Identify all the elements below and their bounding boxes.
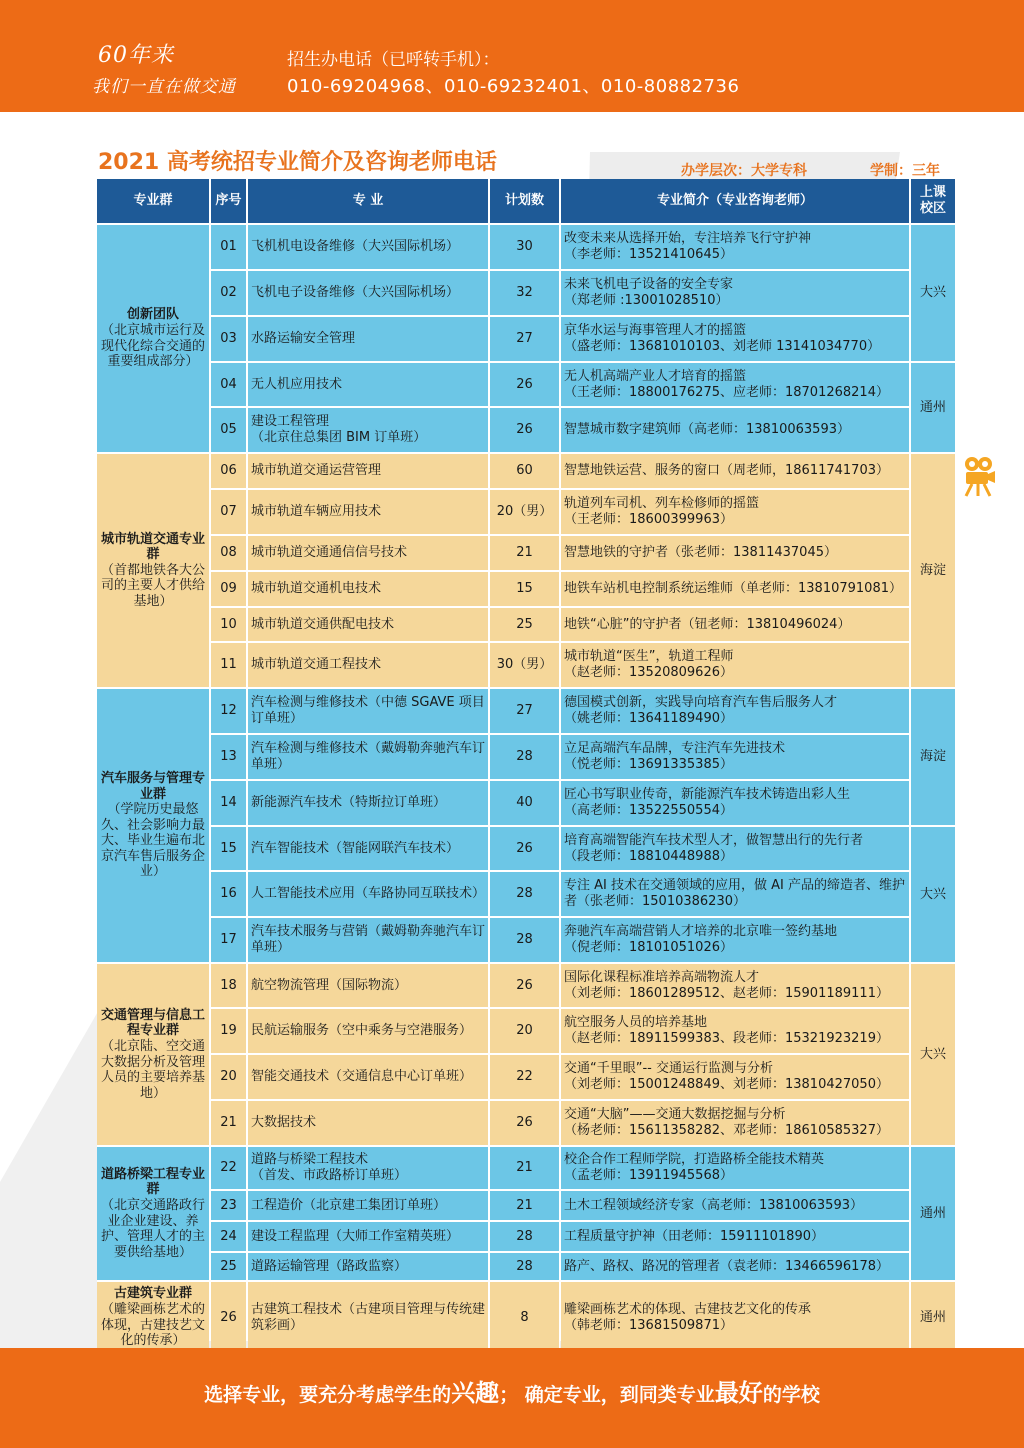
plan-count: 26 [490, 827, 559, 870]
plan-count: 21 [490, 1191, 559, 1220]
major-name: 城市轨道车辆应用技术 [248, 490, 488, 534]
phone-label: 招生办电话（已呼转手机）： [287, 50, 500, 70]
plan-count: 30（男） [490, 643, 559, 687]
row-number: 13 [211, 735, 246, 779]
major-name: 人工智能技术应用（车路协同互联技术） [248, 872, 488, 916]
major-name: 建设工程管理 （北京住总集团 BIM 订单班） [248, 408, 488, 452]
campus-cell: 大兴 [911, 964, 955, 1145]
group-cell [97, 454, 209, 687]
major-intro: 改变未来从选择开始，专注培养飞行守护神 （李老师：13521410645） [561, 225, 909, 269]
row-number: 21 [211, 1101, 246, 1145]
major-name: 道路与桥梁工程技术 （首发、市政路桥订单班） [248, 1147, 488, 1189]
major-name: 城市轨道交通工程技术 [248, 643, 488, 687]
group-desc: （雕梁画栋艺术的体现，古建技艺文化的传承） [101, 1301, 206, 1349]
group-desc: （北京交通路政行业企业建设、养护、管理人才的主要供给基地） [101, 1197, 206, 1260]
group-desc: （学院历史最悠久、社会影响力最大、毕业生遍布北京汽车售后服务企业） [101, 802, 206, 880]
major-name: 城市轨道交通供配电技术 [248, 608, 488, 641]
campus-cell: 大兴 [911, 827, 955, 962]
majors-table [97, 179, 949, 1349]
row-number: 08 [211, 536, 246, 570]
major-intro: 智慧城市数字建筑师（高老师：13810063593） [561, 408, 909, 452]
slogan-part: 的学校 [762, 1384, 820, 1406]
major-intro: 航空服务人员的培养基地 （赵老师：18911599383、段老师：15321923219） [561, 1009, 909, 1053]
group-cell [97, 225, 209, 452]
campus-cell: 通州 [911, 1282, 955, 1353]
logo [92, 38, 242, 100]
row-number: 20 [211, 1055, 246, 1099]
group-cell [97, 689, 209, 962]
row-number: 11 [211, 643, 246, 687]
page-title: 2021 高考统招专业简介及咨询老师电话 [98, 150, 497, 175]
major-intro: 国际化课程标准培养高端物流人才 （刘老师：18601289512、赵老师：15901189111） [561, 964, 909, 1007]
plan-count: 30 [490, 225, 559, 269]
film-camera-icon [960, 455, 996, 497]
table-header: 序号 [211, 179, 246, 223]
table-header: 专业群 [97, 179, 209, 223]
plan-count: 20 [490, 1009, 559, 1053]
table-header: 专 业 [248, 179, 488, 223]
row-number: 17 [211, 918, 246, 962]
logo-line-2: 我们一直在做交通 [92, 77, 236, 97]
major-name: 汽车智能技术（智能网联汽车技术） [248, 827, 488, 870]
plan-count: 26 [490, 1101, 559, 1145]
major-intro: 交通“大脑”——交通大数据挖掘与分析 （杨老师：15611358282、邓老师：18610585327） [561, 1101, 909, 1145]
major-intro: 工程质量守护神（田老师：15911101890） [561, 1222, 909, 1251]
group-cell [97, 964, 209, 1145]
logo-line-1: 60年来 [98, 43, 174, 68]
major-intro: 京华水运与海事管理人才的摇篮 （盛老师：13681010103、刘老师 13141034770） [561, 317, 909, 361]
major-name: 汽车检测与维修技术（中德 SGAVE 项目订单班） [248, 689, 488, 733]
plan-count: 21 [490, 536, 559, 570]
row-number: 18 [211, 964, 246, 1007]
slogan-part: 选择专业，要充分考虑学生的 [204, 1384, 452, 1406]
row-number: 04 [211, 363, 246, 406]
major-name: 新能源汽车技术（特斯拉订单班） [248, 781, 488, 825]
group-desc: （北京陆、空交通大数据分析及管理人员的主要培养基地） [101, 1038, 206, 1101]
group-name: 道路桥梁工程专业群 [101, 1166, 206, 1198]
row-number: 07 [211, 490, 246, 534]
major-intro: 城市轨道“医生”，轨道工程师 （赵老师：13520809626） [561, 643, 909, 687]
group-cell [97, 1282, 209, 1353]
major-intro: 交通“千里眼”-- 交通运行监测与分析 （刘老师：15001248849、刘老师：13810427050） [561, 1055, 909, 1099]
row-number: 10 [211, 608, 246, 641]
major-intro: 未来飞机电子设备的安全专家 （郑老师 :13001028510） [561, 271, 909, 315]
row-number: 12 [211, 689, 246, 733]
major-intro: 轨道列车司机、列车检修师的摇篮 （王老师：18600399963） [561, 490, 909, 534]
major-name: 工程造价（北京建工集团订单班） [248, 1191, 488, 1220]
major-name: 水路运输安全管理 [248, 317, 488, 361]
row-number: 22 [211, 1147, 246, 1189]
group-name: 汽车服务与管理专业群 [101, 770, 206, 802]
major-intro: 地铁“心脏”的守护者（钮老师：13810496024） [561, 608, 909, 641]
major-name: 建设工程监理（大师工作室精英班） [248, 1222, 488, 1251]
major-intro: 土木工程领域经济专家（高老师：13810063593） [561, 1191, 909, 1220]
plan-count: 28 [490, 918, 559, 962]
major-name: 智能交通技术（交通信息中心订单班） [248, 1055, 488, 1099]
major-intro: 立足高端汽车品牌，专注汽车先进技术 （悦老师：13691335385） [561, 735, 909, 779]
slogan-highlight: 最好 [714, 1379, 763, 1407]
table-header: 上课校区 [911, 179, 955, 223]
plan-count: 22 [490, 1055, 559, 1099]
major-intro: 地铁车站机电控制系统运维师（单老师：13810791081） [561, 572, 909, 606]
group-cell [97, 1147, 209, 1280]
major-name: 无人机应用技术 [248, 363, 488, 406]
group-name: 交通管理与信息工程专业群 [101, 1007, 206, 1039]
row-number: 02 [211, 271, 246, 315]
major-name: 城市轨道交通机电技术 [248, 572, 488, 606]
phone-numbers: 010-69204968、010-69232401、010-80882736 [287, 76, 740, 97]
plan-count: 28 [490, 1222, 559, 1251]
major-name: 大数据技术 [248, 1101, 488, 1145]
major-name: 民航运输服务（空中乘务与空港服务） [248, 1009, 488, 1053]
major-name: 道路运输管理（路政监察） [248, 1253, 488, 1280]
group-name: 创新团队 [126, 307, 179, 323]
campus-cell: 海淀 [911, 454, 955, 687]
plan-count: 26 [490, 964, 559, 1007]
major-intro: 匠心书写职业传奇，新能源汽车技术铸造出彩人生 （高老师：13522550554） [561, 781, 909, 825]
slogan-highlight: 兴趣 [451, 1379, 500, 1407]
plan-count: 28 [490, 1253, 559, 1280]
plan-count: 26 [490, 363, 559, 406]
major-intro: 智慧地铁运营、服务的窗口（周老师，18611741703） [561, 454, 909, 488]
major-name: 城市轨道交通通信信号技术 [248, 536, 488, 570]
campus-cell: 大兴 [911, 225, 955, 361]
major-name: 汽车检测与维修技术（戴姆勒奔驰汽车订单班） [248, 735, 488, 779]
plan-count: 32 [490, 271, 559, 315]
row-number: 23 [211, 1191, 246, 1220]
major-intro: 校企合作工程师学院，打造路桥全能技术精英 （孟老师：13911945568） [561, 1147, 909, 1189]
plan-count: 21 [490, 1147, 559, 1189]
row-number: 24 [211, 1222, 246, 1251]
row-number: 19 [211, 1009, 246, 1053]
table-header: 专业简介（专业咨询老师） [561, 179, 909, 223]
plan-count: 26 [490, 408, 559, 452]
table-header: 计划数 [490, 179, 559, 223]
major-intro: 无人机高端产业人才培育的摇篮 （王老师：18800176275、应老师：18701268214） [561, 363, 909, 406]
row-number: 03 [211, 317, 246, 361]
plan-count: 27 [490, 689, 559, 733]
plan-count: 60 [490, 454, 559, 488]
row-number: 05 [211, 408, 246, 452]
major-name: 飞机电子设备维修（大兴国际机场） [248, 271, 488, 315]
group-name: 城市轨道交通专业群 [101, 531, 206, 563]
campus-cell: 通州 [911, 1147, 955, 1280]
row-number: 01 [211, 225, 246, 269]
group-name: 古建筑专业群 [113, 1286, 192, 1302]
major-intro: 智慧地铁的守护者（张老师：13811437045） [561, 536, 909, 570]
group-desc: （首都地铁各大公司的主要人才供给基地） [101, 562, 206, 609]
major-intro: 路产、路权、路况的管理者（袁老师：13466596178） [561, 1253, 909, 1280]
plan-count: 25 [490, 608, 559, 641]
major-name: 城市轨道交通运营管理 [248, 454, 488, 488]
plan-count: 40 [490, 781, 559, 825]
study-years: 学制：三年 [870, 163, 940, 179]
plan-count: 20（男） [490, 490, 559, 534]
row-number: 09 [211, 572, 246, 606]
major-name: 古建筑工程技术（古建项目管理与传统建筑彩画） [248, 1282, 488, 1353]
slogan-part: ； 确定专业，到同类专业 [499, 1384, 715, 1406]
major-name: 飞机机电设备维修（大兴国际机场） [248, 225, 488, 269]
plan-count: 27 [490, 317, 559, 361]
row-number: 06 [211, 454, 246, 488]
plan-count: 28 [490, 872, 559, 916]
major-name: 航空物流管理（国际物流） [248, 964, 488, 1007]
major-intro: 培育高端智能汽车技术型人才，做智慧出行的先行者 （段老师：18810448988） [561, 827, 909, 870]
group-desc: （北京城市运行及现代化综合交通的重要组成部分） [101, 322, 206, 370]
campus-cell: 海淀 [911, 689, 955, 825]
campus-cell: 通州 [911, 363, 955, 452]
row-number: 26 [211, 1282, 246, 1353]
major-intro: 雕梁画栋艺术的体现、古建技艺文化的传承 （韩老师：13681509871） [561, 1282, 909, 1353]
major-intro: 德国模式创新，实践导向培育汽车售后服务人才 （姚老师：13641189490） [561, 689, 909, 733]
row-number: 14 [211, 781, 246, 825]
major-intro: 专注 AI 技术在交通领域的应用，做 AI 产品的缔造者、维护者（张老师：15010386230） [561, 872, 909, 916]
row-number: 25 [211, 1253, 246, 1280]
education-level: 办学层次：大学专科 [681, 163, 807, 179]
major-intro: 奔驰汽车高端营销人才培养的北京唯一签约基地 （倪老师：18101051026） [561, 918, 909, 962]
plan-count: 28 [490, 735, 559, 779]
major-name: 汽车技术服务与营销（戴姆勒奔驰汽车订单班） [248, 918, 488, 962]
row-number: 15 [211, 827, 246, 870]
slogan [0, 1373, 1024, 1408]
row-number: 16 [211, 872, 246, 916]
plan-count: 15 [490, 572, 559, 606]
plan-count: 8 [490, 1282, 559, 1353]
